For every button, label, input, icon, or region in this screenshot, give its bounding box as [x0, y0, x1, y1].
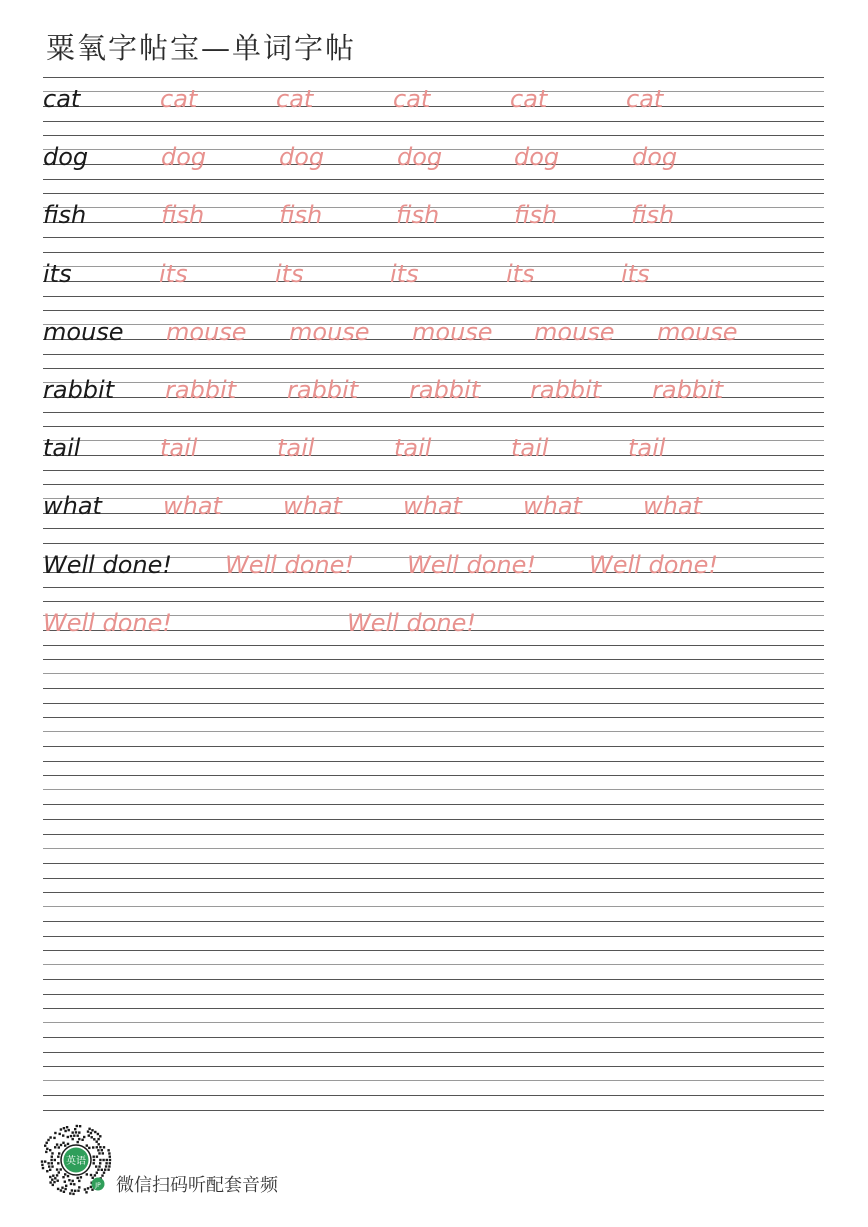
- guide-line: [43, 412, 824, 413]
- trace-word: fish: [514, 201, 558, 229]
- model-word: tail: [43, 434, 81, 462]
- guide-line: [43, 964, 824, 965]
- guide-line: [43, 659, 824, 660]
- trace-word: rabbit: [287, 376, 359, 404]
- trace-word: dog: [632, 143, 678, 171]
- handwriting-sheet: [43, 77, 824, 1117]
- guide-line: [43, 878, 824, 879]
- guide-line: [43, 979, 824, 980]
- trace-word: mouse: [657, 318, 738, 346]
- trace-word: cat: [160, 85, 198, 113]
- trace-word: rabbit: [530, 376, 602, 404]
- trace-word: cat: [626, 85, 664, 113]
- guide-line: [43, 892, 824, 893]
- guide-line: [43, 1008, 824, 1009]
- guide-line: [43, 252, 824, 253]
- trace-word: Well done!: [407, 551, 536, 579]
- guide-line: [43, 296, 824, 297]
- guide-line: [43, 470, 824, 471]
- trace-word: cat: [510, 85, 548, 113]
- trace-word: rabbit: [409, 376, 481, 404]
- trace-word: what: [163, 492, 222, 520]
- guide-line: [43, 543, 824, 544]
- trace-word: fish: [396, 201, 440, 229]
- guide-line: [43, 310, 824, 311]
- trace-word: mouse: [289, 318, 370, 346]
- trace-word: rabbit: [165, 376, 237, 404]
- guide-line: [43, 121, 824, 122]
- qr-code-icon[interactable]: [40, 1124, 112, 1196]
- trace-word: dog: [514, 143, 560, 171]
- guide-line: [43, 1110, 824, 1111]
- trace-word: tail: [160, 434, 198, 462]
- trace-word: what: [283, 492, 342, 520]
- trace-word: fish: [161, 201, 205, 229]
- guide-line: [43, 237, 824, 238]
- trace-word: dog: [161, 143, 207, 171]
- trace-word: tail: [511, 434, 549, 462]
- guide-line: [43, 921, 824, 922]
- guide-line: [43, 179, 824, 180]
- trace-word: Well done!: [43, 609, 172, 637]
- page-title: 粟氧字帖宝—单词字帖: [46, 31, 357, 65]
- guide-line: [43, 789, 824, 790]
- trace-word: tail: [394, 434, 432, 462]
- guide-line: [43, 368, 824, 369]
- trace-word: mouse: [534, 318, 615, 346]
- trace-word: its: [159, 260, 188, 288]
- guide-line: [43, 863, 824, 864]
- guide-line: [43, 994, 824, 995]
- guide-line: [43, 1052, 824, 1053]
- guide-line: [43, 587, 824, 588]
- guide-line: [43, 673, 824, 674]
- trace-word: dog: [397, 143, 443, 171]
- trace-word: Well done!: [225, 551, 354, 579]
- guide-line: [43, 804, 824, 805]
- footer: [40, 1124, 440, 1204]
- guide-line: [43, 645, 824, 646]
- trace-word: dog: [279, 143, 325, 171]
- trace-word: fish: [279, 201, 323, 229]
- guide-line: [43, 135, 824, 136]
- guide-line: [43, 1095, 824, 1096]
- trace-word: its: [390, 260, 419, 288]
- trace-word: mouse: [166, 318, 247, 346]
- trace-word: what: [643, 492, 702, 520]
- guide-line: [43, 1037, 824, 1038]
- trace-word: Well done!: [589, 551, 718, 579]
- model-word: mouse: [43, 318, 124, 346]
- trace-word: rabbit: [652, 376, 724, 404]
- guide-line: [43, 936, 824, 937]
- guide-line: [43, 834, 824, 835]
- trace-word: fish: [631, 201, 675, 229]
- guide-line: [43, 601, 824, 602]
- guide-line: [43, 746, 824, 747]
- guide-line: [43, 906, 824, 907]
- guide-line: [43, 848, 824, 849]
- guide-line: [43, 688, 824, 689]
- trace-word: its: [506, 260, 535, 288]
- trace-word: what: [523, 492, 582, 520]
- guide-line: [43, 703, 824, 704]
- guide-line: [43, 354, 824, 355]
- model-word: Well done!: [43, 551, 172, 579]
- trace-word: Well done!: [347, 609, 476, 637]
- trace-word: what: [403, 492, 462, 520]
- guide-line: [43, 761, 824, 762]
- guide-line: [43, 1066, 824, 1067]
- guide-line: [43, 77, 824, 78]
- guide-line: [43, 775, 824, 776]
- trace-word: mouse: [412, 318, 493, 346]
- guide-line: [43, 731, 824, 732]
- trace-word: cat: [276, 85, 314, 113]
- trace-word: its: [275, 260, 304, 288]
- model-word: its: [43, 260, 72, 288]
- model-word: cat: [43, 85, 81, 113]
- guide-line: [43, 528, 824, 529]
- guide-line: [43, 484, 824, 485]
- guide-line: [43, 819, 824, 820]
- audio-caption: 微信扫码听配套音频: [116, 1175, 278, 1196]
- model-word: rabbit: [43, 376, 115, 404]
- guide-line: [43, 717, 824, 718]
- guide-line: [43, 1080, 824, 1081]
- trace-word: tail: [277, 434, 315, 462]
- guide-line: [43, 950, 824, 951]
- model-word: fish: [43, 201, 87, 229]
- trace-word: its: [621, 260, 650, 288]
- model-word: dog: [43, 143, 89, 171]
- guide-line: [43, 193, 824, 194]
- qr-corner-label: JP: [95, 1182, 101, 1189]
- qr-badge-label: 英语: [66, 1156, 86, 1167]
- guide-line: [43, 1022, 824, 1023]
- trace-word: cat: [393, 85, 431, 113]
- trace-word: tail: [628, 434, 666, 462]
- model-word: what: [43, 492, 102, 520]
- guide-line: [43, 426, 824, 427]
